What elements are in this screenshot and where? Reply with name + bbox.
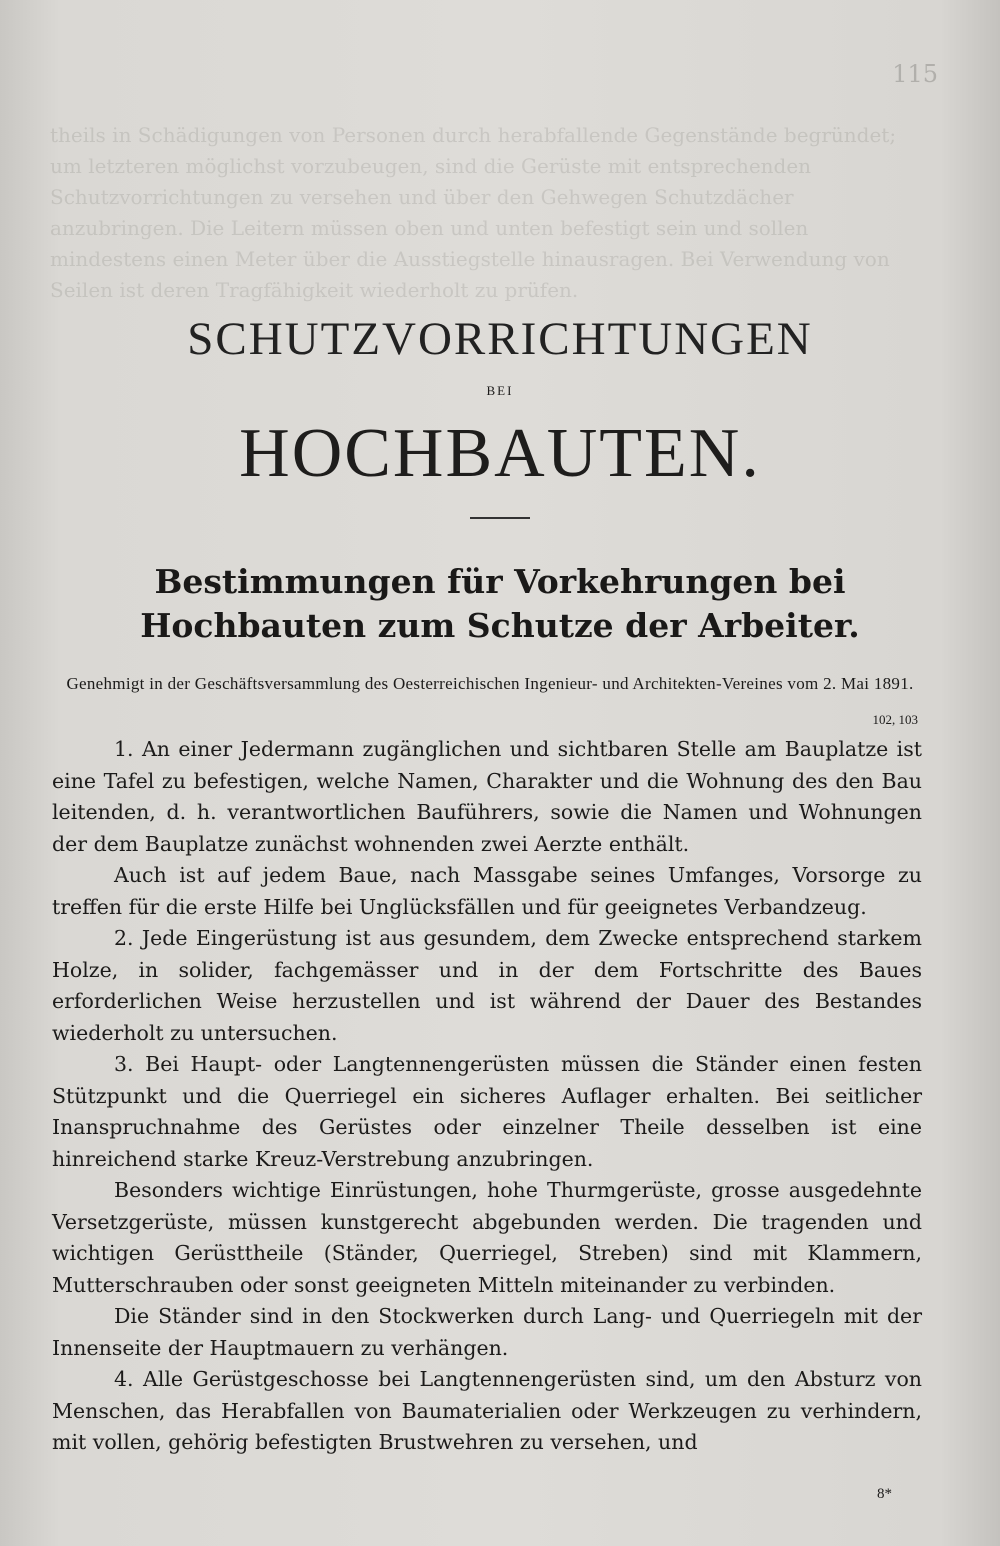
paragraph-6: Die Ständer sind in den Stockwerken durch Lang- und Querriegeln mit der Innenseite der Hauptmauern zu verhängen. [52,1304,922,1360]
paragraph-3: 2. Jede Eingerüstung ist aus gesundem, dem Zwecke entsprechend starkem Holze, in solider, fachgemässer und in der dem Fortschritte des Baues erforderlichen Weise herzustellen und ist während der Dauer des Bestandes wiederholt zu untersuchen. [52,926,922,1045]
page-number-top: 115 [892,60,938,88]
paragraph-1: 1. An einer Jedermann zugänglichen und sichtbaren Stelle am Bauplatze ist eine Tafel zu befestigen, welche Namen, Charakter und die Wohnung des den Bau leitenden, d. h. verantwortlichen Bauführers, sowie die Namen und Wohnungen der dem Bauplatze zunächst wohnenden zwei Aerzte enthält. [52,737,922,856]
title-main: SCHUTZVORRICHTUNGEN [187,313,813,365]
title-bei: BEI [486,383,514,398]
paragraph-2: Auch ist auf jedem Baue, nach Massgabe seines Umfanges, Vorsorge zu treffen für die erste Hilfe bei Unglücksfällen und für geeignetes Verbandzeug. [52,863,922,919]
title-divider [470,517,530,519]
section-heading: Bestimmungen für Vorkehrungen bei Hochbauten zum Schutze der Arbeiter. [140,562,860,645]
title-sub: HOCHBAUTEN. [239,415,761,492]
paragraph-7: 4. Alle Gerüstgeschosse bei Langtennengerüsten sind, um den Absturz von Menschen, das Herabfallen von Baumaterialien oder Werkzeugen zu verhindern, mit vollen, gehörig befestigten Brustwehren zu versehen, und [52,1367,922,1454]
paragraph-4: 3. Bei Haupt- oder Langtennengerüsten müssen die Ständer einen festen Stützpunkt und die Querriegel ein sicheres Auflager erhalten. Bei seitlicher Inanspruchnahme des Gerüstes oder einzelner Theile desselben ist eine hinreichend starke Kreuz-Verstrebung anzubringen. [52,1052,922,1171]
bleed-through-text: theils in Schädigungen von Personen durch herabfallende Gegenstände begründet; um letzteren möglichst vorzubeugen, sind die Gerüste mit entsprechenden Schutzvorrichtungen zu versehen und über den Gehwegen Schutzdächer anzubringen. Die Leitern müssen oben und unten befestigt sein und sollen mindestens einen Meter über die Ausstiegstelle hinausragen. Bei Verwendung von Seilen ist deren Tragfähigkeit wiederholt zu prüfen. [50,123,897,302]
approval-line: Genehmigt in der Geschäftsversammlung des Oesterreichischen Ingenieur- und Architekten-Vereines vom 2. Mai 1891. [66,674,914,693]
reference-numbers: 102, 103 [872,712,918,727]
body-text [52,734,922,1459]
page-number-bottom: 8* [877,1486,892,1502]
paragraph-5: Besonders wichtige Einrüstungen, hohe Thurmgerüste, grosse ausgedehnte Versetzgerüste, müssen kunstgerecht abgebunden werden. Die tragenden und wichtigen Gerüsttheile (Ständer, Querriegel, Streben) sind mit Klammern, Mutterschrauben oder sonst geeigneten Mitteln miteinander zu verbinden. [52,1178,922,1297]
